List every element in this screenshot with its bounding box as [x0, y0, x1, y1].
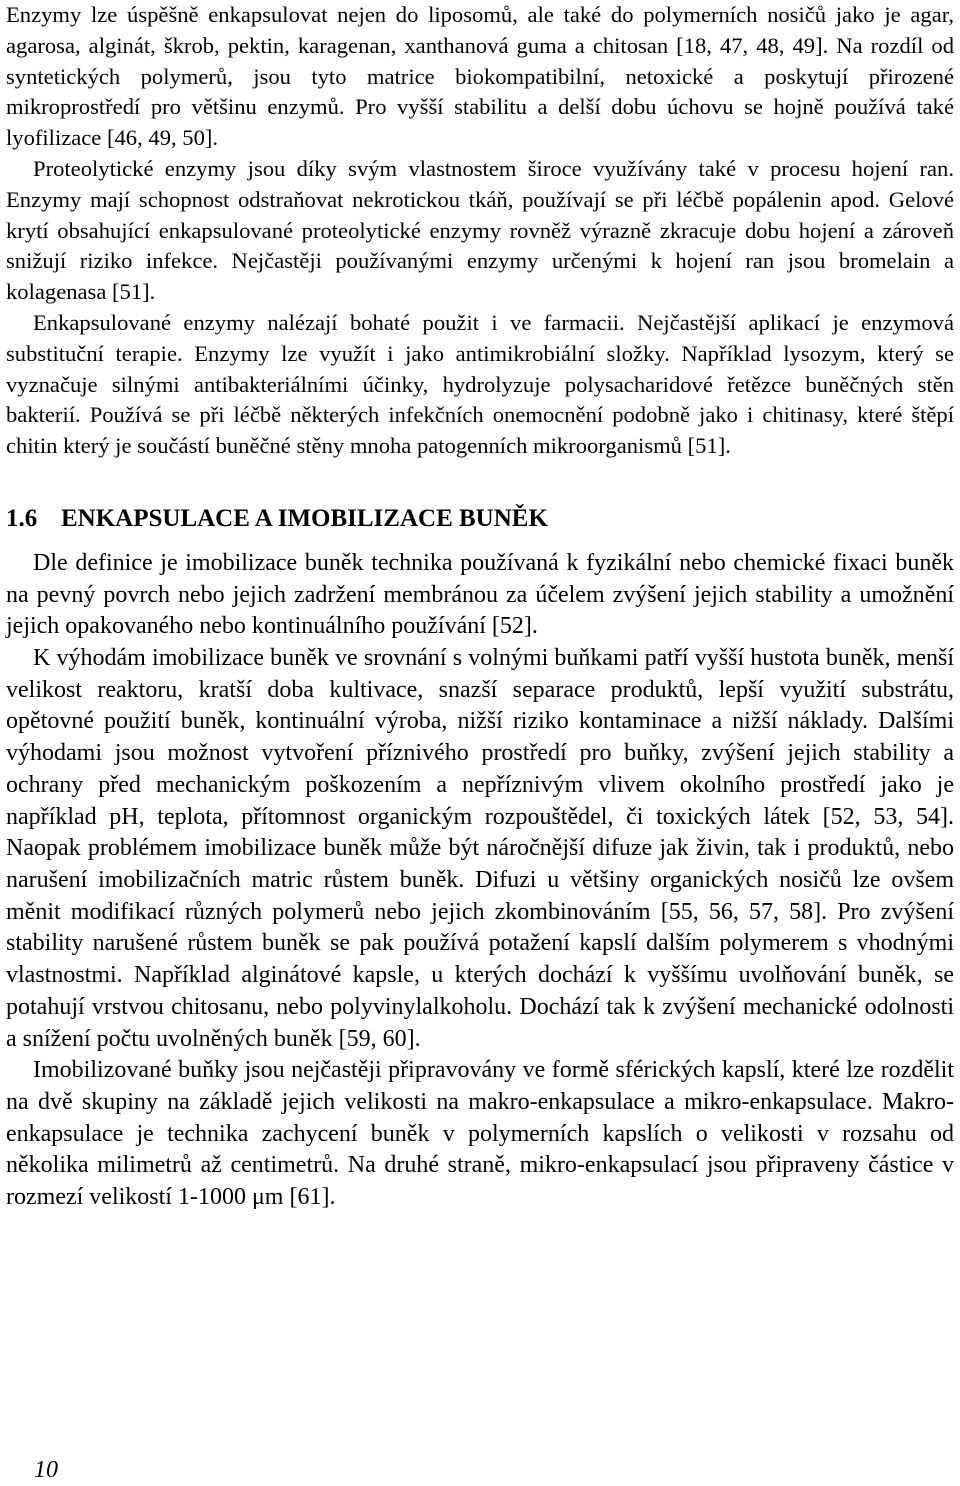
- paragraph: Enzymy lze úspěšně enkapsulovat nejen do liposomů, ale také do polymerních nosičů jako je agar, agarosa, alginát, škrob, pektin, karagenan, xanthanová guma a chitosan [18, 47, 48, 49]. Na rozdíl od syntetických polymerů, jsou tyto matrice biokompatibilní, netoxické a poskytují přirozené mikroprostředí pro většinu enzymů. Pro vyšší stabilitu a delší dobu úchovu se hojně používá také lyofilizace [46, 49, 50].: [6, 2, 954, 151]
- section-number: 1.6: [6, 504, 38, 532]
- paragraph: Dle definice je imobilizace buněk technika používaná k fyzikální nebo chemické fixaci buněk na pevný povrch nebo jejich zadržení membránou za účelem zvýšení jejich stability a umožnění jejich opakovaného nebo kontinuálního používání [52].: [6, 549, 954, 640]
- document-page: [6, 0, 954, 1214]
- section-enzyme-encapsulation: [6, 0, 954, 462]
- paragraph: Enkapsulované enzymy nalézají bohaté použit i ve farmacii. Nejčastější aplikací je enzymová substituční terapie. Enzymy lze využít i jako antimikrobiální složky. Například lysozym, který se vyznačuje silnými antibakteriálními účinky, hydrolyzuje polysacharidové řetězce buněčných stěn bakterií. Používá se při léčbě některých infekčních onemocnění podobně jako i chitinasy, které štěpí chitin který je součástí buněčné stěny mnoha patogenních mikroorganismů [51].: [6, 309, 954, 459]
- page-number: 10: [34, 1457, 58, 1483]
- section-title: ENKAPSULACE A IMOBILIZACE BUNĚK: [61, 504, 548, 532]
- section-cell-immobilization: [6, 548, 954, 1214]
- section-heading: [6, 502, 954, 536]
- paragraph: Imobilizované buňky jsou nejčastěji připravovány ve formě sférických kapslí, které lze rozdělit na dvě skupiny na základě jejich velikosti na makro-enkapsulace a mikro-enkapsulace. Makro-enkapsulace je technika zachycení buněk v polymerních kapslích o velikosti v rozsahu od několika milimetrů až centimetrů. Na druhé straně, mikro-enkapsulací jsou připraveny částice v rozmezí velikostí 1-1000 μm [61].: [6, 1057, 954, 1211]
- paragraph: Proteolytické enzymy jsou díky svým vlastnostem široce využívány také v procesu hojení ran. Enzymy mají schopnost odstraňovat nekrotickou tkáň, používají se při léčbě popálenin apod. Gelové krytí obsahující enkapsulované proteolytické enzymy rovněž výrazně zkracuje dobu hojení a zároveň snižují riziko infekce. Nejčastěji používanými enzymy určenými k hojení ran jsou bromelain a kolagenasa [51].: [6, 155, 954, 305]
- paragraph: K výhodám imobilizace buněk ve srovnání s volnými buňkami patří vyšší hustota buněk, menší velikost reaktoru, kratší doba kultivace, snazší separace produktů, lepší využití substrátu, opětovné použití buněk, kontinuální výroba, nižší riziko kontaminace a nižší náklady. Dalšími výhodami jsou možnost vytvoření příznivého prostředí pro buňky, zvýšení jejich stability a ochrany před mechanickým poškozením a nepříznivým vlivem okolního prostředí jako je například pH, teplota, přítomnost organickým rozpouštědel, či toxických látek [52, 53, 54]. Naopak problémem imobilizace buněk může být náročnější difuze jak živin, tak i produktů, nebo narušení imobilizačních matric růstem buněk. Difuzi u většiny organických nosičů lze ovšem měnit modifikací různých polymerů nebo jejich zkombinováním [55, 56, 57, 58]. Pro zvýšení stability narušené růstem buněk se pak používá potažení kapslí dalším polymerem s vhodnými vlastnostmi. Například alginátové kapsle, u kterých dochází k vyššímu uvolňování buněk, se potahují vrstvou chitosanu, nebo polyvinylalkoholu. Dochází tak k zvýšení mechanické odolnosti a snížení počtu uvolněných buněk [59, 60].: [6, 645, 954, 1052]
